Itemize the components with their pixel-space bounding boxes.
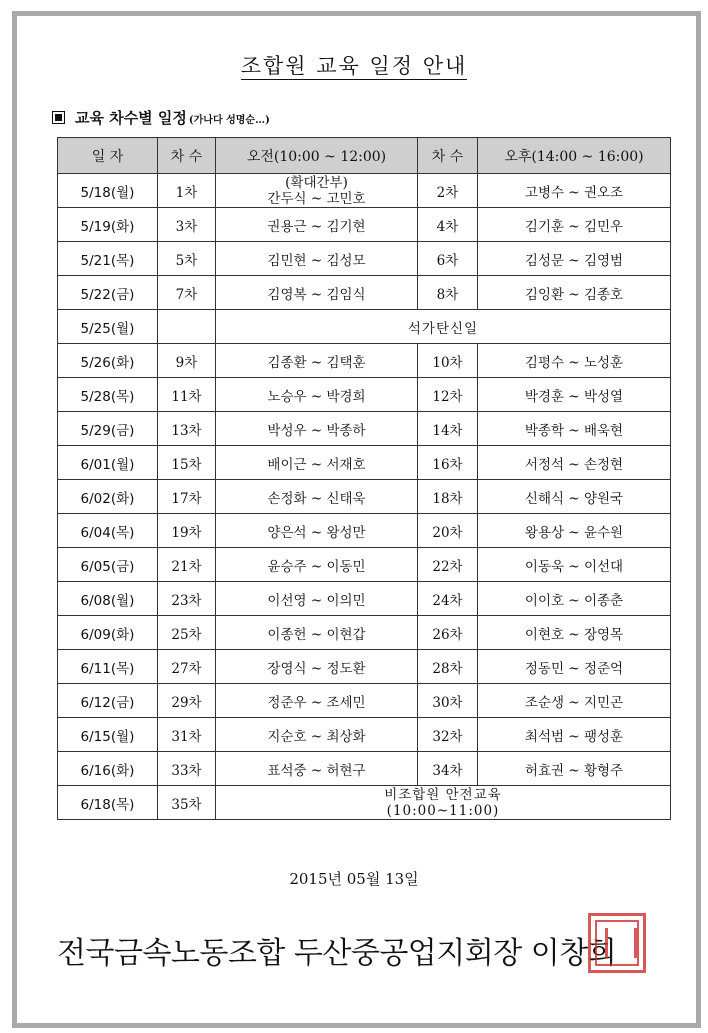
pm-session-cell: 34차	[418, 752, 478, 786]
am-names-cell: 장영식 ~ 정도환	[216, 650, 418, 684]
header-date: 일 자	[58, 138, 158, 174]
pm-session-cell: 10차	[418, 344, 478, 378]
table-row	[58, 242, 671, 276]
pm-names-cell: 김평수 ~ 노성훈	[478, 344, 671, 378]
date-cell: 6/15(월)	[58, 718, 158, 752]
am-session-cell: 13차	[158, 412, 216, 446]
am-names-cell: 손정화 ~ 신태욱	[216, 480, 418, 514]
merged-text: 비조합원 안전교육	[384, 786, 502, 803]
am-session-cell: 19차	[158, 514, 216, 548]
pm-session-cell: 8차	[418, 276, 478, 310]
am-names-cell: 윤승주 ~ 이동민	[216, 548, 418, 582]
pm-names-cell: 김기훈 ~ 김민우	[478, 208, 671, 242]
pm-names-cell: 박종학 ~ 배욱현	[478, 412, 671, 446]
pm-names-cell: 이이호 ~ 이종춘	[478, 582, 671, 616]
table-row	[58, 752, 671, 786]
pm-names-cell: 이동욱 ~ 이선대	[478, 548, 671, 582]
section-note: (가나다 성명순…)	[188, 115, 270, 126]
am-session-cell: 17차	[158, 480, 216, 514]
date-cell: 5/26(화)	[58, 344, 158, 378]
pm-names-cell: 고병수 ~ 권오조	[478, 174, 671, 208]
am-names-cell: 김종환 ~ 김택훈	[216, 344, 418, 378]
merged-cell: 석가탄신일	[216, 310, 671, 344]
date-cell: 6/12(금)	[58, 684, 158, 718]
table-row	[58, 208, 671, 242]
schedule-table	[57, 137, 671, 820]
am-session-cell: 7차	[158, 276, 216, 310]
date-cell: 5/25(월)	[58, 310, 158, 344]
table-row	[58, 786, 671, 820]
table-row	[58, 344, 671, 378]
merged-cell	[216, 786, 671, 820]
am-names-cell: 이종헌 ~ 이현갑	[216, 616, 418, 650]
date-cell: 5/21(목)	[58, 242, 158, 276]
am-session-cell: 21차	[158, 548, 216, 582]
date-cell: 6/08(월)	[58, 582, 158, 616]
pm-names-cell: 최석범 ~ 팽성훈	[478, 718, 671, 752]
merged-subtext: (10:00~11:00)	[386, 802, 500, 819]
am-names-cell: 박성우 ~ 박종하	[216, 412, 418, 446]
am-names-cell: 노승우 ~ 박경희	[216, 378, 418, 412]
table-header-row	[58, 138, 671, 174]
table-row	[58, 174, 671, 208]
pm-names-cell: 김성문 ~ 김영범	[478, 242, 671, 276]
am-session-cell: 23차	[158, 582, 216, 616]
document-title: 조합원 교육 일정 안내	[240, 54, 468, 78]
date-cell: 6/11(목)	[58, 650, 158, 684]
date-cell: 5/29(금)	[58, 412, 158, 446]
header-pm: 오후(14:00 ~ 16:00)	[478, 138, 671, 174]
pm-session-cell: 16차	[418, 446, 478, 480]
am-names-cell: 표석중 ~ 허현구	[216, 752, 418, 786]
am-session-cell: 15차	[158, 446, 216, 480]
pm-names-cell: 왕용상 ~ 윤수원	[478, 514, 671, 548]
header-am-session: 차 수	[158, 138, 216, 174]
pm-session-cell: 18차	[418, 480, 478, 514]
table-row	[58, 548, 671, 582]
am-session-cell: 9차	[158, 344, 216, 378]
date-cell: 6/02(화)	[58, 480, 158, 514]
am-names-cell: 김영복 ~ 김임식	[216, 276, 418, 310]
pm-names-cell: 정동민 ~ 정준억	[478, 650, 671, 684]
signature-line: 전국금속노동조합 두산중공업지회장 이창희	[57, 936, 617, 971]
am-session-cell: 25차	[158, 616, 216, 650]
date-cell: 5/28(목)	[58, 378, 158, 412]
table-row	[58, 650, 671, 684]
pm-names-cell: 서정석 ~ 손정현	[478, 446, 671, 480]
am-names-cell: 김민현 ~ 김성모	[216, 242, 418, 276]
pm-session-cell: 22차	[418, 548, 478, 582]
am-note: (확대간부)	[285, 174, 348, 191]
table-row	[58, 514, 671, 548]
table-row	[58, 276, 671, 310]
date-cell: 5/18(월)	[58, 174, 158, 208]
date-cell: 6/09(화)	[58, 616, 158, 650]
date-cell: 6/04(목)	[58, 514, 158, 548]
pm-session-cell: 24차	[418, 582, 478, 616]
am-session-cell: 3차	[158, 208, 216, 242]
pm-session-cell: 30차	[418, 684, 478, 718]
pm-session-cell: 4차	[418, 208, 478, 242]
am-session-cell: 5차	[158, 242, 216, 276]
section-heading	[52, 107, 270, 128]
am-names-cell: 양은석 ~ 왕성만	[216, 514, 418, 548]
date-cell: 5/19(화)	[58, 208, 158, 242]
date-cell: 6/18(목)	[58, 786, 158, 820]
pm-names-cell: 박경훈 ~ 박성열	[478, 378, 671, 412]
am-session-cell: 29차	[158, 684, 216, 718]
table-row	[58, 480, 671, 514]
am-names-cell	[216, 174, 418, 208]
am-session-cell: 27차	[158, 650, 216, 684]
official-seal	[588, 913, 646, 973]
pm-names-cell: 허효권 ~ 황형주	[478, 752, 671, 786]
table-row	[58, 446, 671, 480]
pm-session-cell: 2차	[418, 174, 478, 208]
date-cell: 6/01(월)	[58, 446, 158, 480]
section-label: 교육 차수별 일정	[75, 109, 187, 127]
am-names-cell: 정준우 ~ 조세민	[216, 684, 418, 718]
table-row	[58, 718, 671, 752]
am-names-cell: 권용근 ~ 김기현	[216, 208, 418, 242]
header-pm-session: 차 수	[418, 138, 478, 174]
pm-session-cell: 26차	[418, 616, 478, 650]
am-session-cell	[158, 310, 216, 344]
am-names: 간두식 ~ 고민호	[267, 190, 366, 207]
table-row	[58, 582, 671, 616]
pm-names-cell: 김잉환 ~ 김종호	[478, 276, 671, 310]
am-session-cell: 31차	[158, 718, 216, 752]
filled-square-icon	[52, 111, 65, 124]
am-session-cell: 11차	[158, 378, 216, 412]
header-am: 오전(10:00 ~ 12:00)	[216, 138, 418, 174]
pm-session-cell: 32차	[418, 718, 478, 752]
am-session-cell: 33차	[158, 752, 216, 786]
am-session-cell: 1차	[158, 174, 216, 208]
issue-date: 2015년 05월 13일	[289, 870, 419, 888]
pm-session-cell: 6차	[418, 242, 478, 276]
table-row	[58, 684, 671, 718]
pm-session-cell: 28차	[418, 650, 478, 684]
pm-names-cell: 이현호 ~ 장영목	[478, 616, 671, 650]
am-names-cell: 배이근 ~ 서재호	[216, 446, 418, 480]
table-row	[58, 412, 671, 446]
date-cell: 6/05(금)	[58, 548, 158, 582]
am-names-cell: 이선영 ~ 이의민	[216, 582, 418, 616]
pm-session-cell: 12차	[418, 378, 478, 412]
pm-session-cell: 14차	[418, 412, 478, 446]
pm-names-cell: 신해식 ~ 양원국	[478, 480, 671, 514]
pm-session-cell: 20차	[418, 514, 478, 548]
date-cell: 6/16(화)	[58, 752, 158, 786]
table-row	[58, 310, 671, 344]
table-row	[58, 616, 671, 650]
table-row	[58, 378, 671, 412]
date-cell: 5/22(금)	[58, 276, 158, 310]
am-names-cell: 지순호 ~ 최상화	[216, 718, 418, 752]
am-session-cell: 35차	[158, 786, 216, 820]
pm-names-cell: 조순생 ~ 지민곤	[478, 684, 671, 718]
